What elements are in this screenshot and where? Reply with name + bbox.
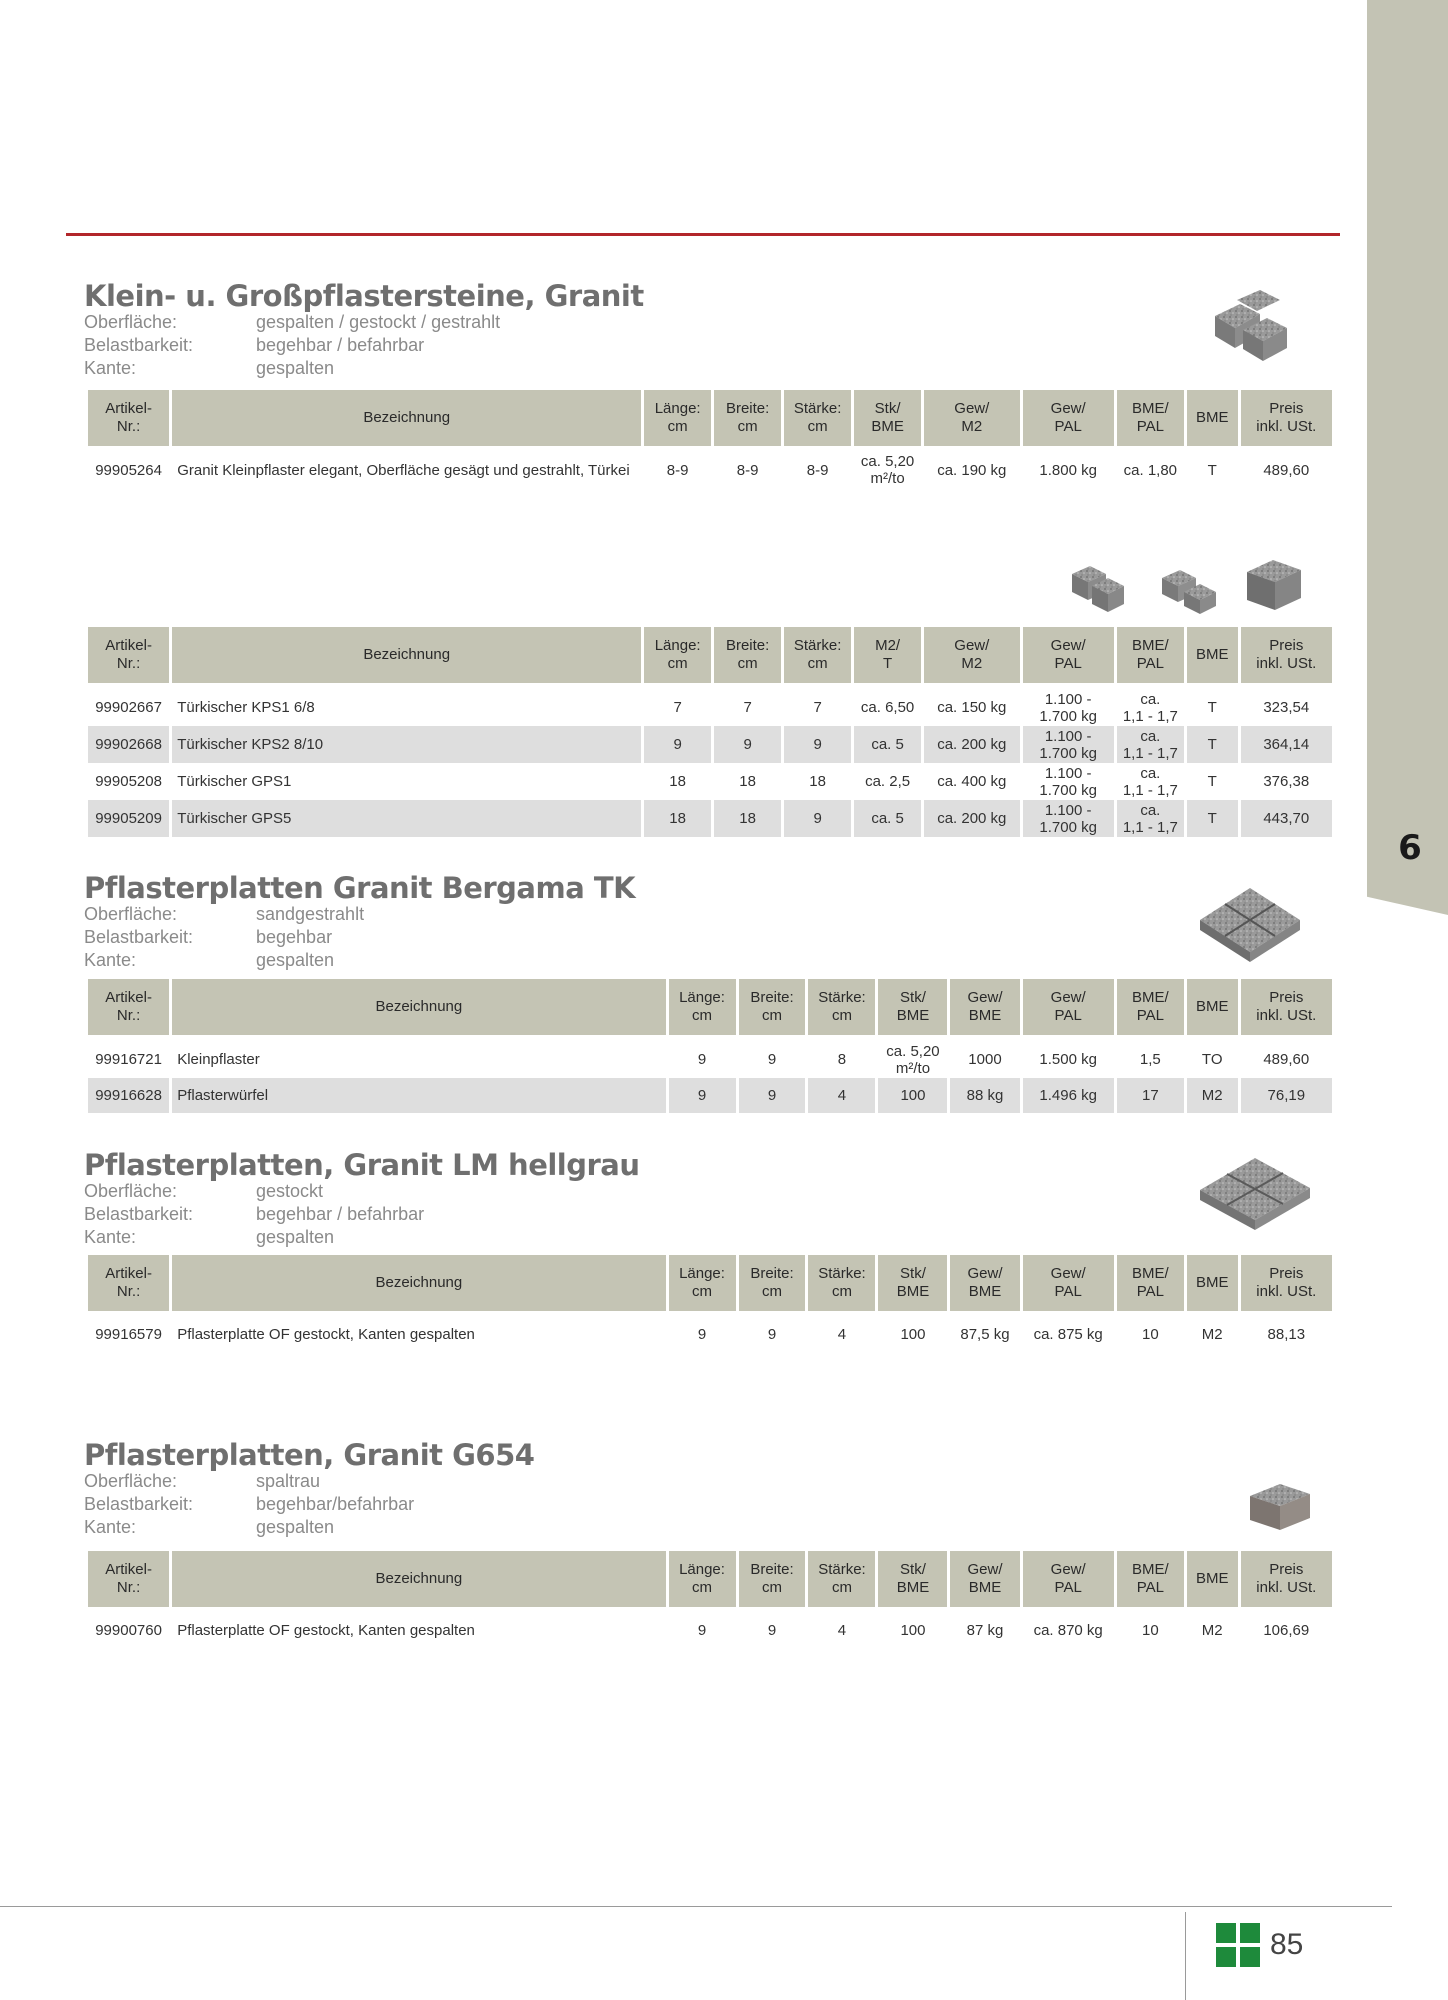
- col-gew-pal: Gew/ PAL: [1023, 627, 1114, 683]
- col-bezeichnung: Bezeichnung: [172, 979, 665, 1035]
- col-staerke: Stärke: cm: [808, 1551, 875, 1607]
- section-title: Pflasterplatten, Granit G654: [84, 1438, 535, 1472]
- col-stk: Stk/ BME: [878, 1551, 947, 1607]
- turkish-cubes-images: [1068, 552, 1318, 620]
- col-stk: Stk/ BME: [854, 390, 921, 446]
- chapter-tab: [1367, 0, 1448, 915]
- col-laenge: Länge: cm: [669, 979, 736, 1035]
- col-breite: Breite: cm: [739, 1255, 806, 1311]
- price-table: [85, 390, 1335, 488]
- section-title: Pflasterplatten, Granit LM hellgrau: [84, 1148, 640, 1182]
- col-preis: Preis inkl. USt.: [1241, 979, 1332, 1035]
- prop-row: Belastbarkeit: begehbar/befahrbar: [84, 1494, 415, 1514]
- col-artikel: Artikel- Nr.:: [88, 390, 169, 446]
- col-stk: Stk/ BME: [878, 979, 947, 1035]
- col-artikel: Artikel- Nr.:: [88, 979, 169, 1035]
- green-squares-logo-icon: [1216, 1923, 1260, 1967]
- col-laenge: Länge: cm: [644, 627, 711, 683]
- section-bergama-tk: [84, 871, 635, 972]
- col-artikel: Artikel- Nr.:: [88, 1255, 169, 1311]
- prop-row: Oberfläche: sandgestrahlt: [84, 904, 365, 924]
- col-gew-pal: Gew/ PAL: [1023, 1255, 1114, 1311]
- col-gew: Gew/ BME: [950, 979, 1019, 1035]
- col-gew-pal: Gew/ PAL: [1023, 390, 1114, 446]
- prop-row: Belastbarkeit: begehbar: [84, 927, 333, 947]
- prop-row: Kante: gespalten: [84, 1517, 335, 1537]
- col-breite: Breite: cm: [714, 627, 781, 683]
- col-bme: BME: [1187, 627, 1238, 683]
- granite-cube-image: [1245, 1478, 1315, 1538]
- prop-row: Kante: gespalten: [84, 950, 335, 970]
- col-gew-pal: Gew/ PAL: [1023, 1551, 1114, 1607]
- prop-row: Oberfläche: gespalten / gestockt / gestrahlt: [84, 312, 501, 332]
- table-header: [88, 390, 1332, 446]
- col-stk: Stk/ BME: [878, 1255, 947, 1311]
- col-laenge: Länge: cm: [669, 1255, 736, 1311]
- col-preis: Preis inkl. USt.: [1241, 390, 1332, 446]
- table-header: [88, 1255, 1332, 1311]
- footer-divider: [0, 1906, 1392, 1907]
- prop-row: Oberfläche: gestockt: [84, 1181, 324, 1201]
- col-bme: BME: [1187, 390, 1238, 446]
- table-row: 99916579 Pflasterplatte OF gestockt, Kanten gespalten 9 9 4 100 87,5 kg ca. 875 kg 10 M2 88,13: [95, 1325, 1306, 1343]
- granite-cubes-image: [1205, 286, 1295, 366]
- table-row: 99916721 Kleinpflaster 9 9 8 ca. 5,20 m²/to 1000 1.500 kg 1,5 TO 489,60: [95, 1042, 1310, 1077]
- col-gew: Gew/ BME: [950, 1551, 1019, 1607]
- col-preis: Preis inkl. USt.: [1241, 1551, 1332, 1607]
- col-bezeichnung: Bezeichnung: [172, 1551, 665, 1607]
- prop-row: Oberfläche: spaltrau: [84, 1471, 321, 1491]
- col-preis: Preis inkl. USt.: [1241, 627, 1332, 683]
- table-row: 99905264 Granit Kleinpflaster elegant, Oberfläche gesägt und gestrahlt, Türkei 8-9 8-9 8-9 ca. 5,20 m²/to ca. 190 kg 1.800 kg ca. 1,80 T 489,60: [95, 453, 1310, 487]
- page-number: 85: [1270, 1928, 1304, 1961]
- col-gew: Gew/ M2: [924, 627, 1019, 683]
- col-staerke: Stärke: cm: [808, 979, 875, 1035]
- col-gew: Gew/ BME: [950, 1255, 1019, 1311]
- col-breite: Breite: cm: [714, 390, 781, 446]
- section-title: Pflasterplatten Granit Bergama TK: [84, 871, 636, 905]
- table-header: [88, 627, 1332, 683]
- price-table: [85, 1255, 1335, 1351]
- col-bme-pal: BME/ PAL: [1117, 1255, 1184, 1311]
- table-header: [88, 979, 1332, 1035]
- col-bme-pal: BME/ PAL: [1117, 627, 1184, 683]
- col-bme: BME: [1187, 979, 1238, 1035]
- col-artikel: Artikel- Nr.:: [88, 627, 169, 683]
- table-row: 99902668 Türkischer KPS2 8/10 9 9 9 ca. 5 ca. 200 kg 1.100 - 1.700 kg ca. 1,1 - 1,7 T 364,14: [88, 726, 1332, 763]
- col-gew-pal: Gew/ PAL: [1023, 979, 1114, 1035]
- col-bme-pal: BME/ PAL: [1117, 390, 1184, 446]
- prop-row: Kante: gespalten: [84, 358, 335, 378]
- top-divider: [66, 233, 1340, 236]
- price-table: [85, 979, 1335, 1113]
- col-m2t: M2/ T: [854, 627, 921, 683]
- col-bezeichnung: Bezeichnung: [172, 1255, 665, 1311]
- granite-slabs-image: [1195, 880, 1305, 970]
- section-lm-hellgrau: [84, 1148, 640, 1249]
- col-bezeichnung: Bezeichnung: [172, 627, 641, 683]
- chapter-number: 6: [1398, 828, 1422, 868]
- prop-row: Belastbarkeit: begehbar / befahrbar: [84, 335, 425, 355]
- col-staerke: Stärke: cm: [808, 1255, 875, 1311]
- section-g654: [84, 1438, 534, 1539]
- table-row: 99905209 Türkischer GPS5 18 18 9 ca. 5 ca. 200 kg 1.100 - 1.700 kg ca. 1,1 - 1,7 T 443,70: [88, 800, 1332, 837]
- col-bezeichnung: Bezeichnung: [172, 390, 641, 446]
- prop-row: Kante: gespalten: [84, 1227, 335, 1247]
- table-row: 99900760 Pflasterplatte OF gestockt, Kanten gespalten 9 9 4 100 87 kg ca. 870 kg 10 M2 106,69: [95, 1621, 1310, 1639]
- price-table: [85, 1551, 1335, 1647]
- col-artikel: Artikel- Nr.:: [88, 1551, 169, 1607]
- col-bme: BME: [1187, 1551, 1238, 1607]
- col-bme-pal: BME/ PAL: [1117, 1551, 1184, 1607]
- col-breite: Breite: cm: [739, 979, 806, 1035]
- granite-slabs-image: [1195, 1150, 1315, 1240]
- table-row: 99902667 Türkischer KPS1 6/8 7 7 7 ca. 6,50 ca. 150 kg 1.100 - 1.700 kg ca. 1,1 - 1,7 T 323,54: [95, 690, 1310, 725]
- col-breite: Breite: cm: [739, 1551, 806, 1607]
- col-laenge: Länge: cm: [644, 390, 711, 446]
- table-row: 99916628 Pflasterwürfel 9 9 4 100 88 kg 1.496 kg 17 M2 76,19: [88, 1078, 1332, 1113]
- price-table: [85, 627, 1335, 837]
- table-row: 99905208 Türkischer GPS1 18 18 18 ca. 2,5 ca. 400 kg 1.100 - 1.700 kg ca. 1,1 - 1,7 T 376,38: [95, 764, 1310, 799]
- col-staerke: Stärke: cm: [784, 627, 851, 683]
- table-header: [88, 1551, 1332, 1607]
- col-bme: BME: [1187, 1255, 1238, 1311]
- col-bme-pal: BME/ PAL: [1117, 979, 1184, 1035]
- col-gew: Gew/ M2: [924, 390, 1019, 446]
- prop-row: Belastbarkeit: begehbar / befahrbar: [84, 1204, 425, 1224]
- section-klein-grosspflaster: [84, 279, 644, 380]
- footer-vertical-divider: [1185, 1912, 1186, 2000]
- section-title: Klein- u. Großpflastersteine, Granit: [84, 279, 644, 313]
- col-laenge: Länge: cm: [669, 1551, 736, 1607]
- col-preis: Preis inkl. USt.: [1241, 1255, 1332, 1311]
- col-staerke: Stärke: cm: [784, 390, 851, 446]
